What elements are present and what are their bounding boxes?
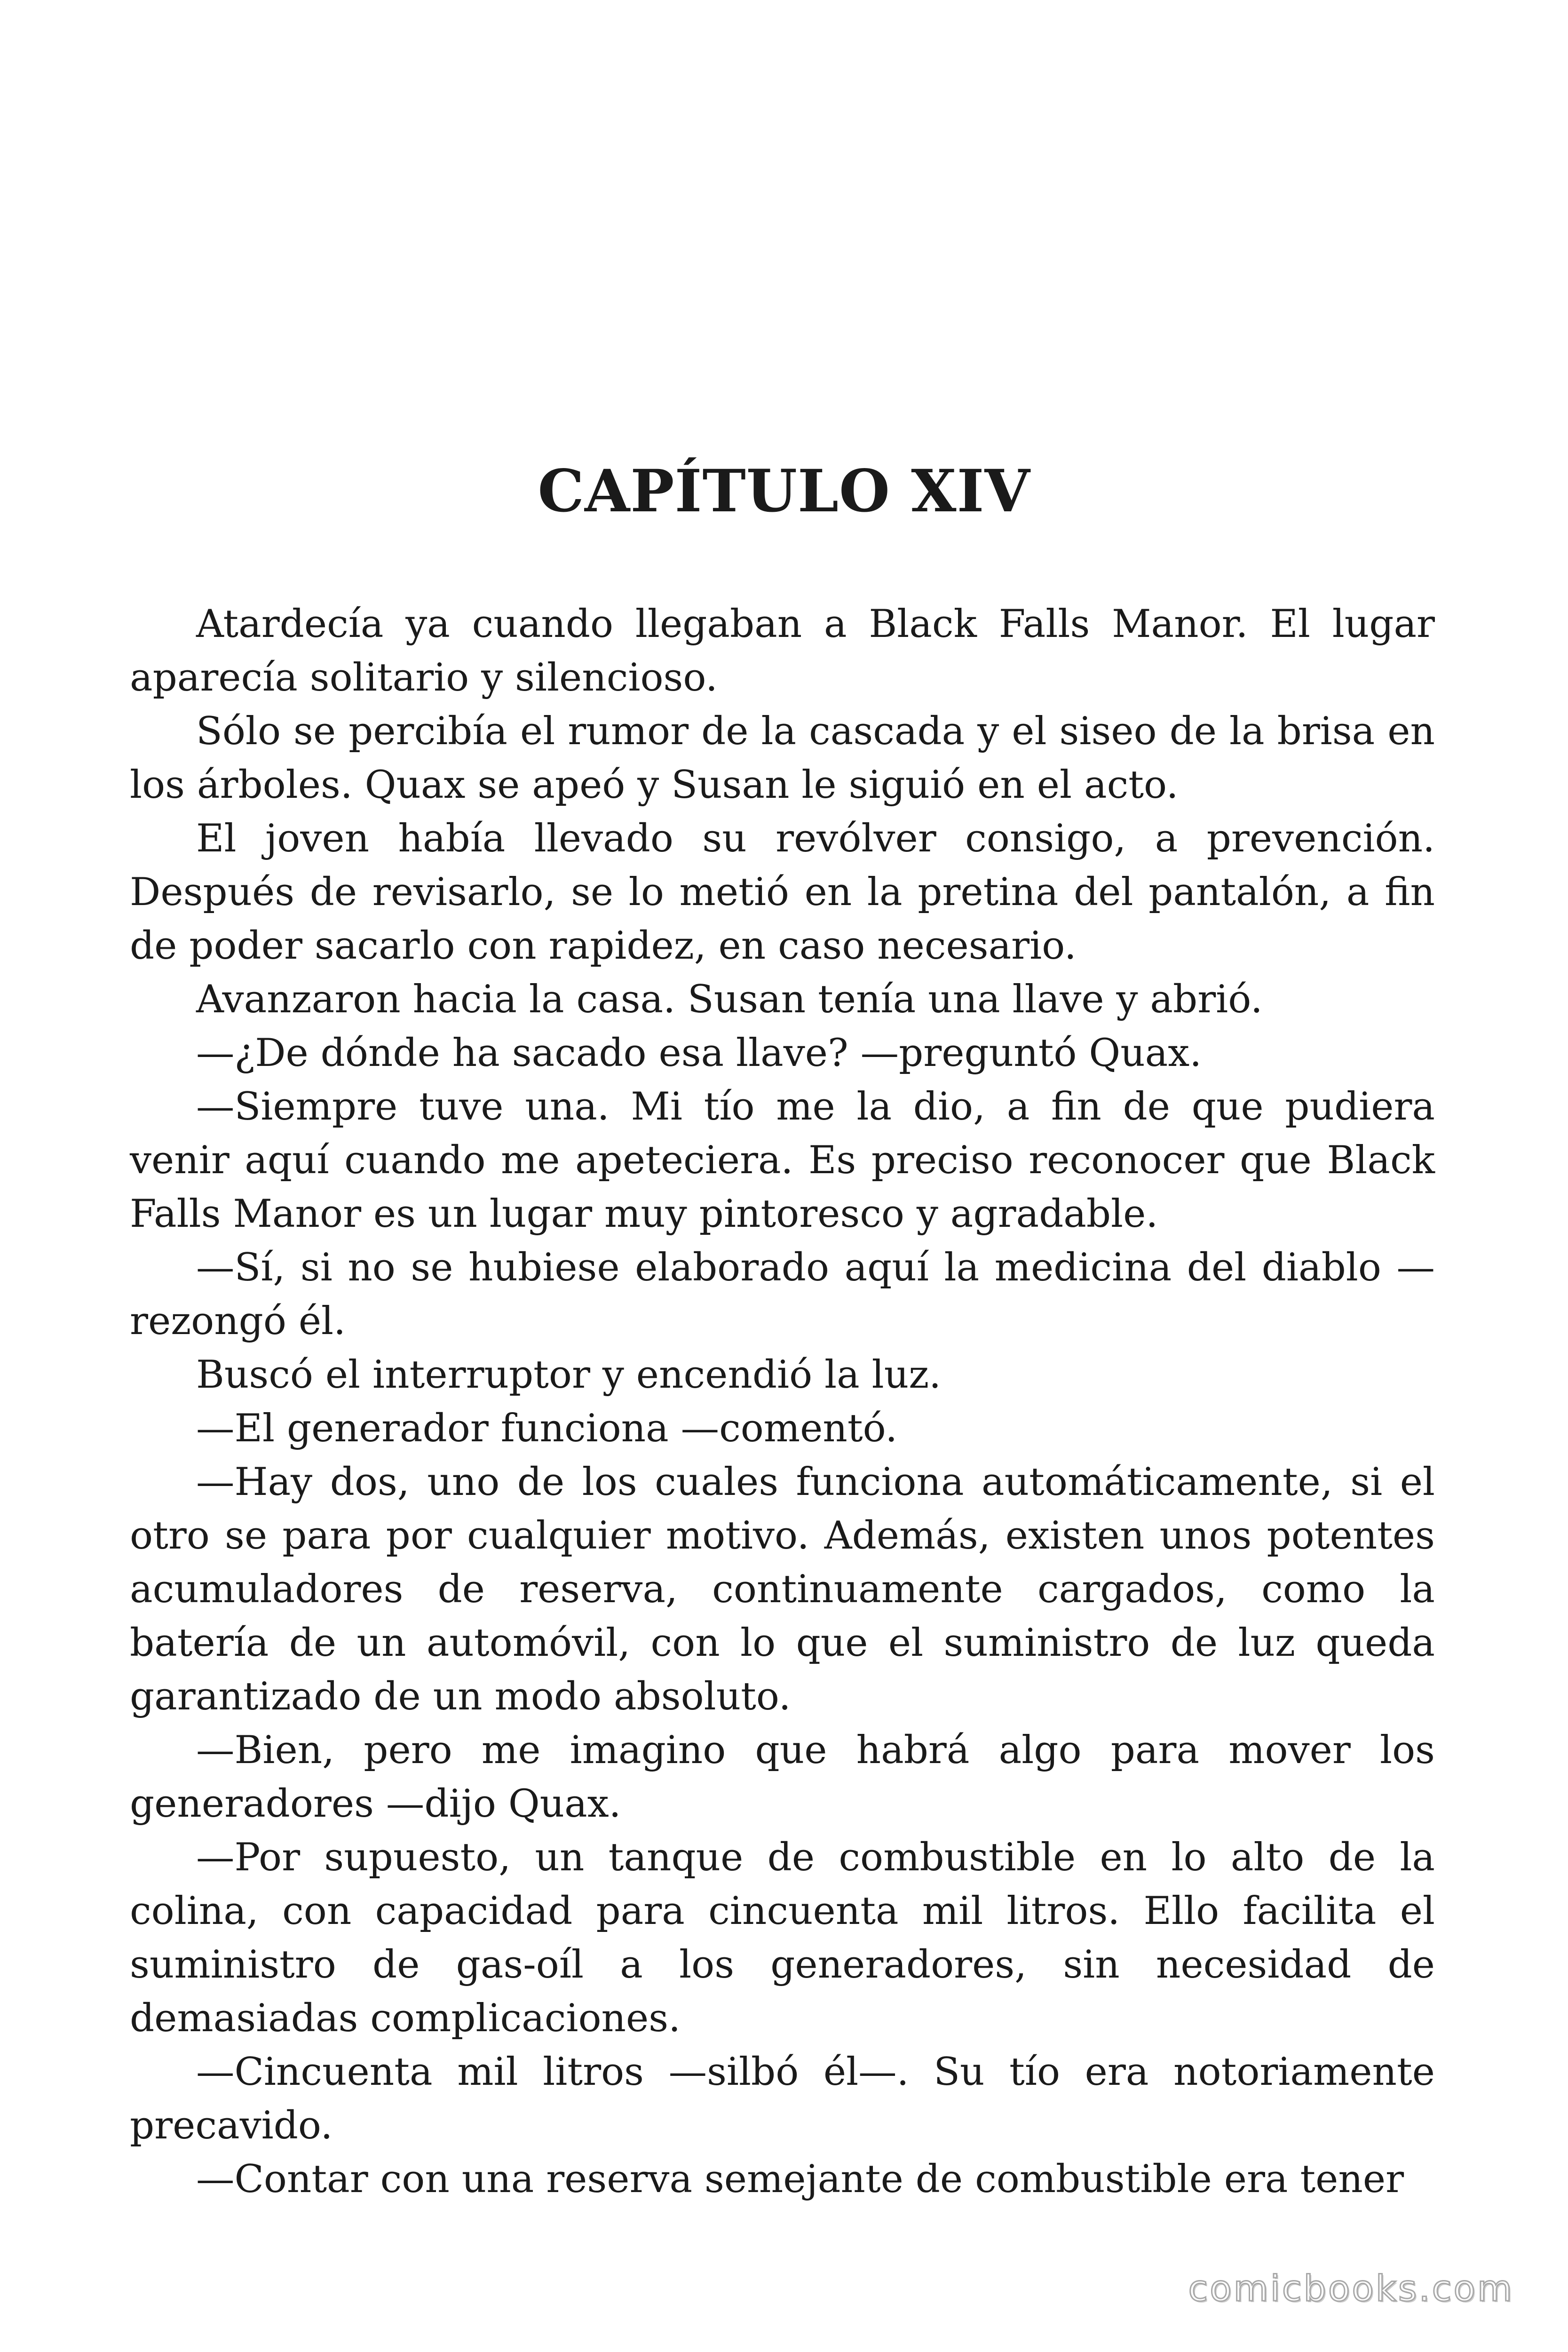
paragraph: Sólo se percibía el rumor de la cascada y el siseo de la brisa en los árboles. Quax se apeó y Susan le siguió en el acto. xyxy=(130,709,1435,807)
paragraph: Atardecía ya cuando llegaban a Black Falls Manor. El lugar aparecía solitario y silencioso. xyxy=(130,602,1435,700)
paragraph: El joven había llevado su revólver consigo, a prevención. Después de revisarlo, se lo metió en la pretina del pantalón, a fin de poder sacarlo con rapidez, en caso necesario. xyxy=(130,816,1435,968)
paragraph: Buscó el interruptor y encendió la luz. xyxy=(196,1352,942,1397)
paragraph: —Contar con una reserva semejante de combustible era tener xyxy=(196,2157,1404,2201)
paragraph: —Siempre tuve una. Mi tío me la dio, a fin de que pudiera venir aquí cuando me apeteciera. Es preciso reconocer que Black Falls Manor es un lugar muy pintoresco y agradable. xyxy=(130,1084,1435,1236)
paragraph: —Bien, pero me imagino que habrá algo para mover los generadores —dijo Quax. xyxy=(130,1728,1435,1826)
paragraph: —El generador funciona —comentó. xyxy=(196,1406,898,1451)
paragraph: —Hay dos, uno de los cuales funciona automáticamente, si el otro se para por cualquier motivo. Además, existen unos potentes acumuladores de reserva, continuamente cargados, como la batería de un automóvil, con lo que el suministro de luz queda garantizado de un modo absoluto. xyxy=(130,1460,1435,1719)
watermark: comicbooks.com xyxy=(1188,2267,1514,2309)
paragraph: —Cincuenta mil litros —silbó él—. Su tío era notoriamente precavido. xyxy=(130,2050,1435,2148)
paragraph: —¿De dónde ha sacado esa llave? —preguntó Quax. xyxy=(196,1031,1202,1075)
chapter-title: CAPÍTULO XIV xyxy=(538,457,1030,525)
chapter-body xyxy=(130,597,1435,2206)
paragraph: —Sí, si no se hubiese elaborado aquí la medicina del diablo — rezongó él. xyxy=(130,1245,1435,1343)
paragraph: —Por supuesto, un tanque de combustible en lo alto de la colina, con capacidad para cincuenta mil litros. Ello facilita el suministro de gas-oíl a los generadores, sin necesidad de demasiadas complicaciones. xyxy=(130,1835,1435,2041)
paragraph: Avanzaron hacia la casa. Susan tenía una llave y abrió. xyxy=(196,977,1263,1022)
